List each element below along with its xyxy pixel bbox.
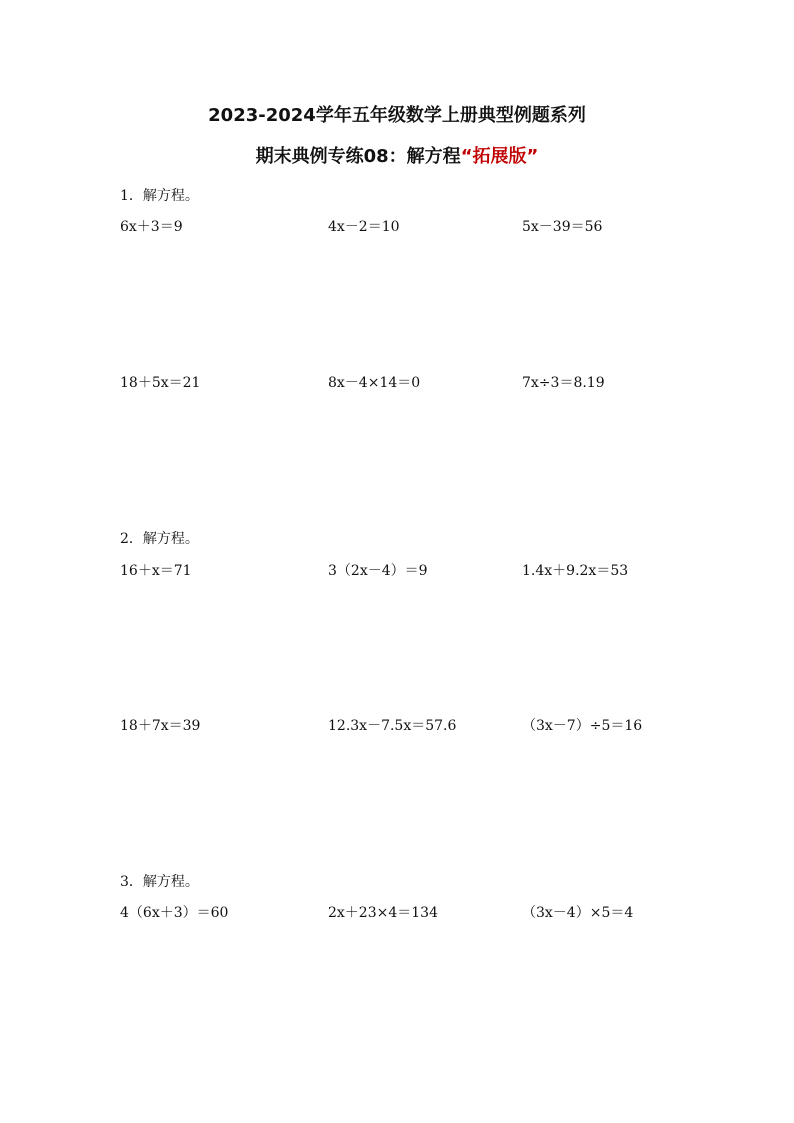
equation: 7x÷3＝8.19 [522,375,605,391]
equation: 12.3x－7.5x＝57.6 [328,718,457,734]
section-3-heading: 3．解方程。 [120,874,199,890]
equation: 18＋7x＝39 [120,718,201,734]
section-1-heading: 1．解方程。 [120,188,199,204]
equation: 5x－39＝56 [522,219,603,235]
page-title: 2023-2024学年五年级数学上册典型例题系列 [208,105,586,126]
equation: 16＋x＝71 [120,563,192,579]
page-subtitle [0,145,794,169]
equation: 3（2x－4）＝9 [328,563,428,579]
equation: （3x－4）×5＝4 [522,905,634,921]
equation: 4（6x＋3）＝60 [120,905,229,921]
subtitle-accent: “拓展版” [460,146,539,167]
section-2-heading: 2．解方程。 [120,531,199,547]
equation: 8x－4×14＝0 [328,375,421,391]
subtitle-main: 期末典例专练08：解方程 [255,146,461,167]
equation: 6x＋3＝9 [120,219,183,235]
equation: 1.4x＋9.2x＝53 [522,563,629,579]
equation: （3x－7）÷5＝16 [522,718,643,734]
equation: 18＋5x＝21 [120,375,201,391]
equation: 2x＋23×4＝134 [328,905,438,921]
equation: 4x－2＝10 [328,219,400,235]
